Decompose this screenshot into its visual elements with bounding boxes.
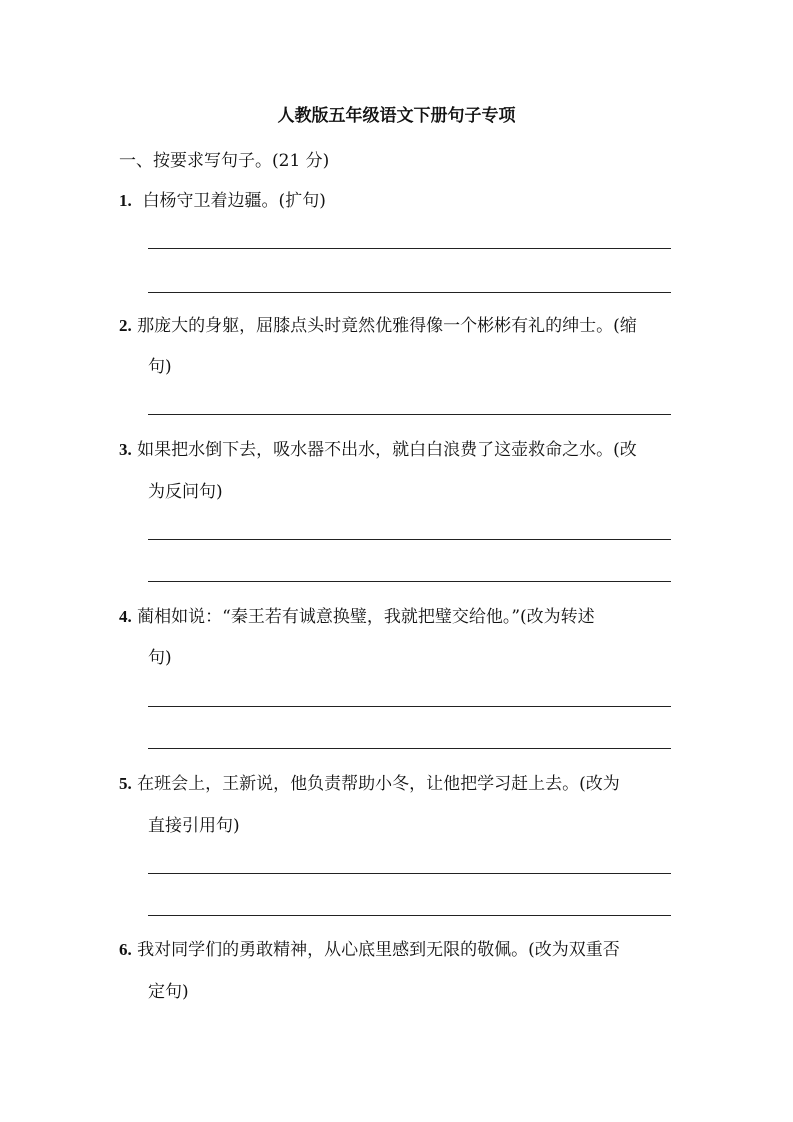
question-text: 我对同学们的勇敢精神，从心底里感到无限的敬佩。(改为双重否 xyxy=(137,940,620,960)
question-text: 如果把水倒下去，吸水器不出水，就白白浪费了这壶救命之水。(改 xyxy=(137,440,637,460)
answer-line-1b[interactable] xyxy=(148,292,671,293)
question-number-dot: . xyxy=(127,607,132,626)
question-number-dot: . xyxy=(127,940,132,959)
question-text: 蔺相如说：“秦王若有诚意换璧，我就把璧交给他。”(改为转述 xyxy=(137,607,595,627)
question-number-dot: . xyxy=(127,191,132,210)
question-2-continuation: 句) xyxy=(148,357,172,377)
answer-line-4a[interactable] xyxy=(148,706,671,707)
question-text: 在班会上，王新说，他负责帮助小冬，让他把学习赶上去。(改为 xyxy=(137,774,620,794)
question-number: 5 xyxy=(119,774,128,793)
question-number: 1 xyxy=(119,191,128,210)
answer-line-1a[interactable] xyxy=(148,248,671,249)
page-title: 人教版五年级语文下册句子专项 xyxy=(277,106,516,126)
answer-line-5a[interactable] xyxy=(148,873,671,874)
question-6-continuation: 定句) xyxy=(148,982,189,1002)
question-number: 6 xyxy=(119,940,128,959)
question-3 xyxy=(119,438,679,462)
question-5 xyxy=(119,772,679,796)
answer-line-4b[interactable] xyxy=(148,748,671,749)
question-4-continuation: 句) xyxy=(148,648,172,668)
answer-line-2a[interactable] xyxy=(148,414,671,415)
question-text: 白杨守卫着边疆。(扩句) xyxy=(142,191,326,211)
question-number: 4 xyxy=(119,607,128,626)
answer-line-5b[interactable] xyxy=(148,915,671,916)
question-number: 2 xyxy=(119,316,128,335)
question-5-continuation: 直接引用句) xyxy=(148,816,240,836)
section-heading: 一、按要求写句子。(21 分) xyxy=(119,151,330,171)
question-number-dot: . xyxy=(127,316,132,335)
question-2 xyxy=(119,314,679,338)
question-1 xyxy=(119,189,679,213)
question-6 xyxy=(119,938,679,962)
question-4 xyxy=(119,605,679,629)
question-number-dot: . xyxy=(127,774,132,793)
question-text: 那庞大的身躯，屈膝点头时竟然优雅得像一个彬彬有礼的绅士。(缩 xyxy=(137,316,637,336)
answer-line-3b[interactable] xyxy=(148,581,671,582)
question-number: 3 xyxy=(119,440,128,459)
question-3-continuation: 为反问句) xyxy=(148,482,223,502)
question-number-dot: . xyxy=(127,440,132,459)
answer-line-3a[interactable] xyxy=(148,539,671,540)
